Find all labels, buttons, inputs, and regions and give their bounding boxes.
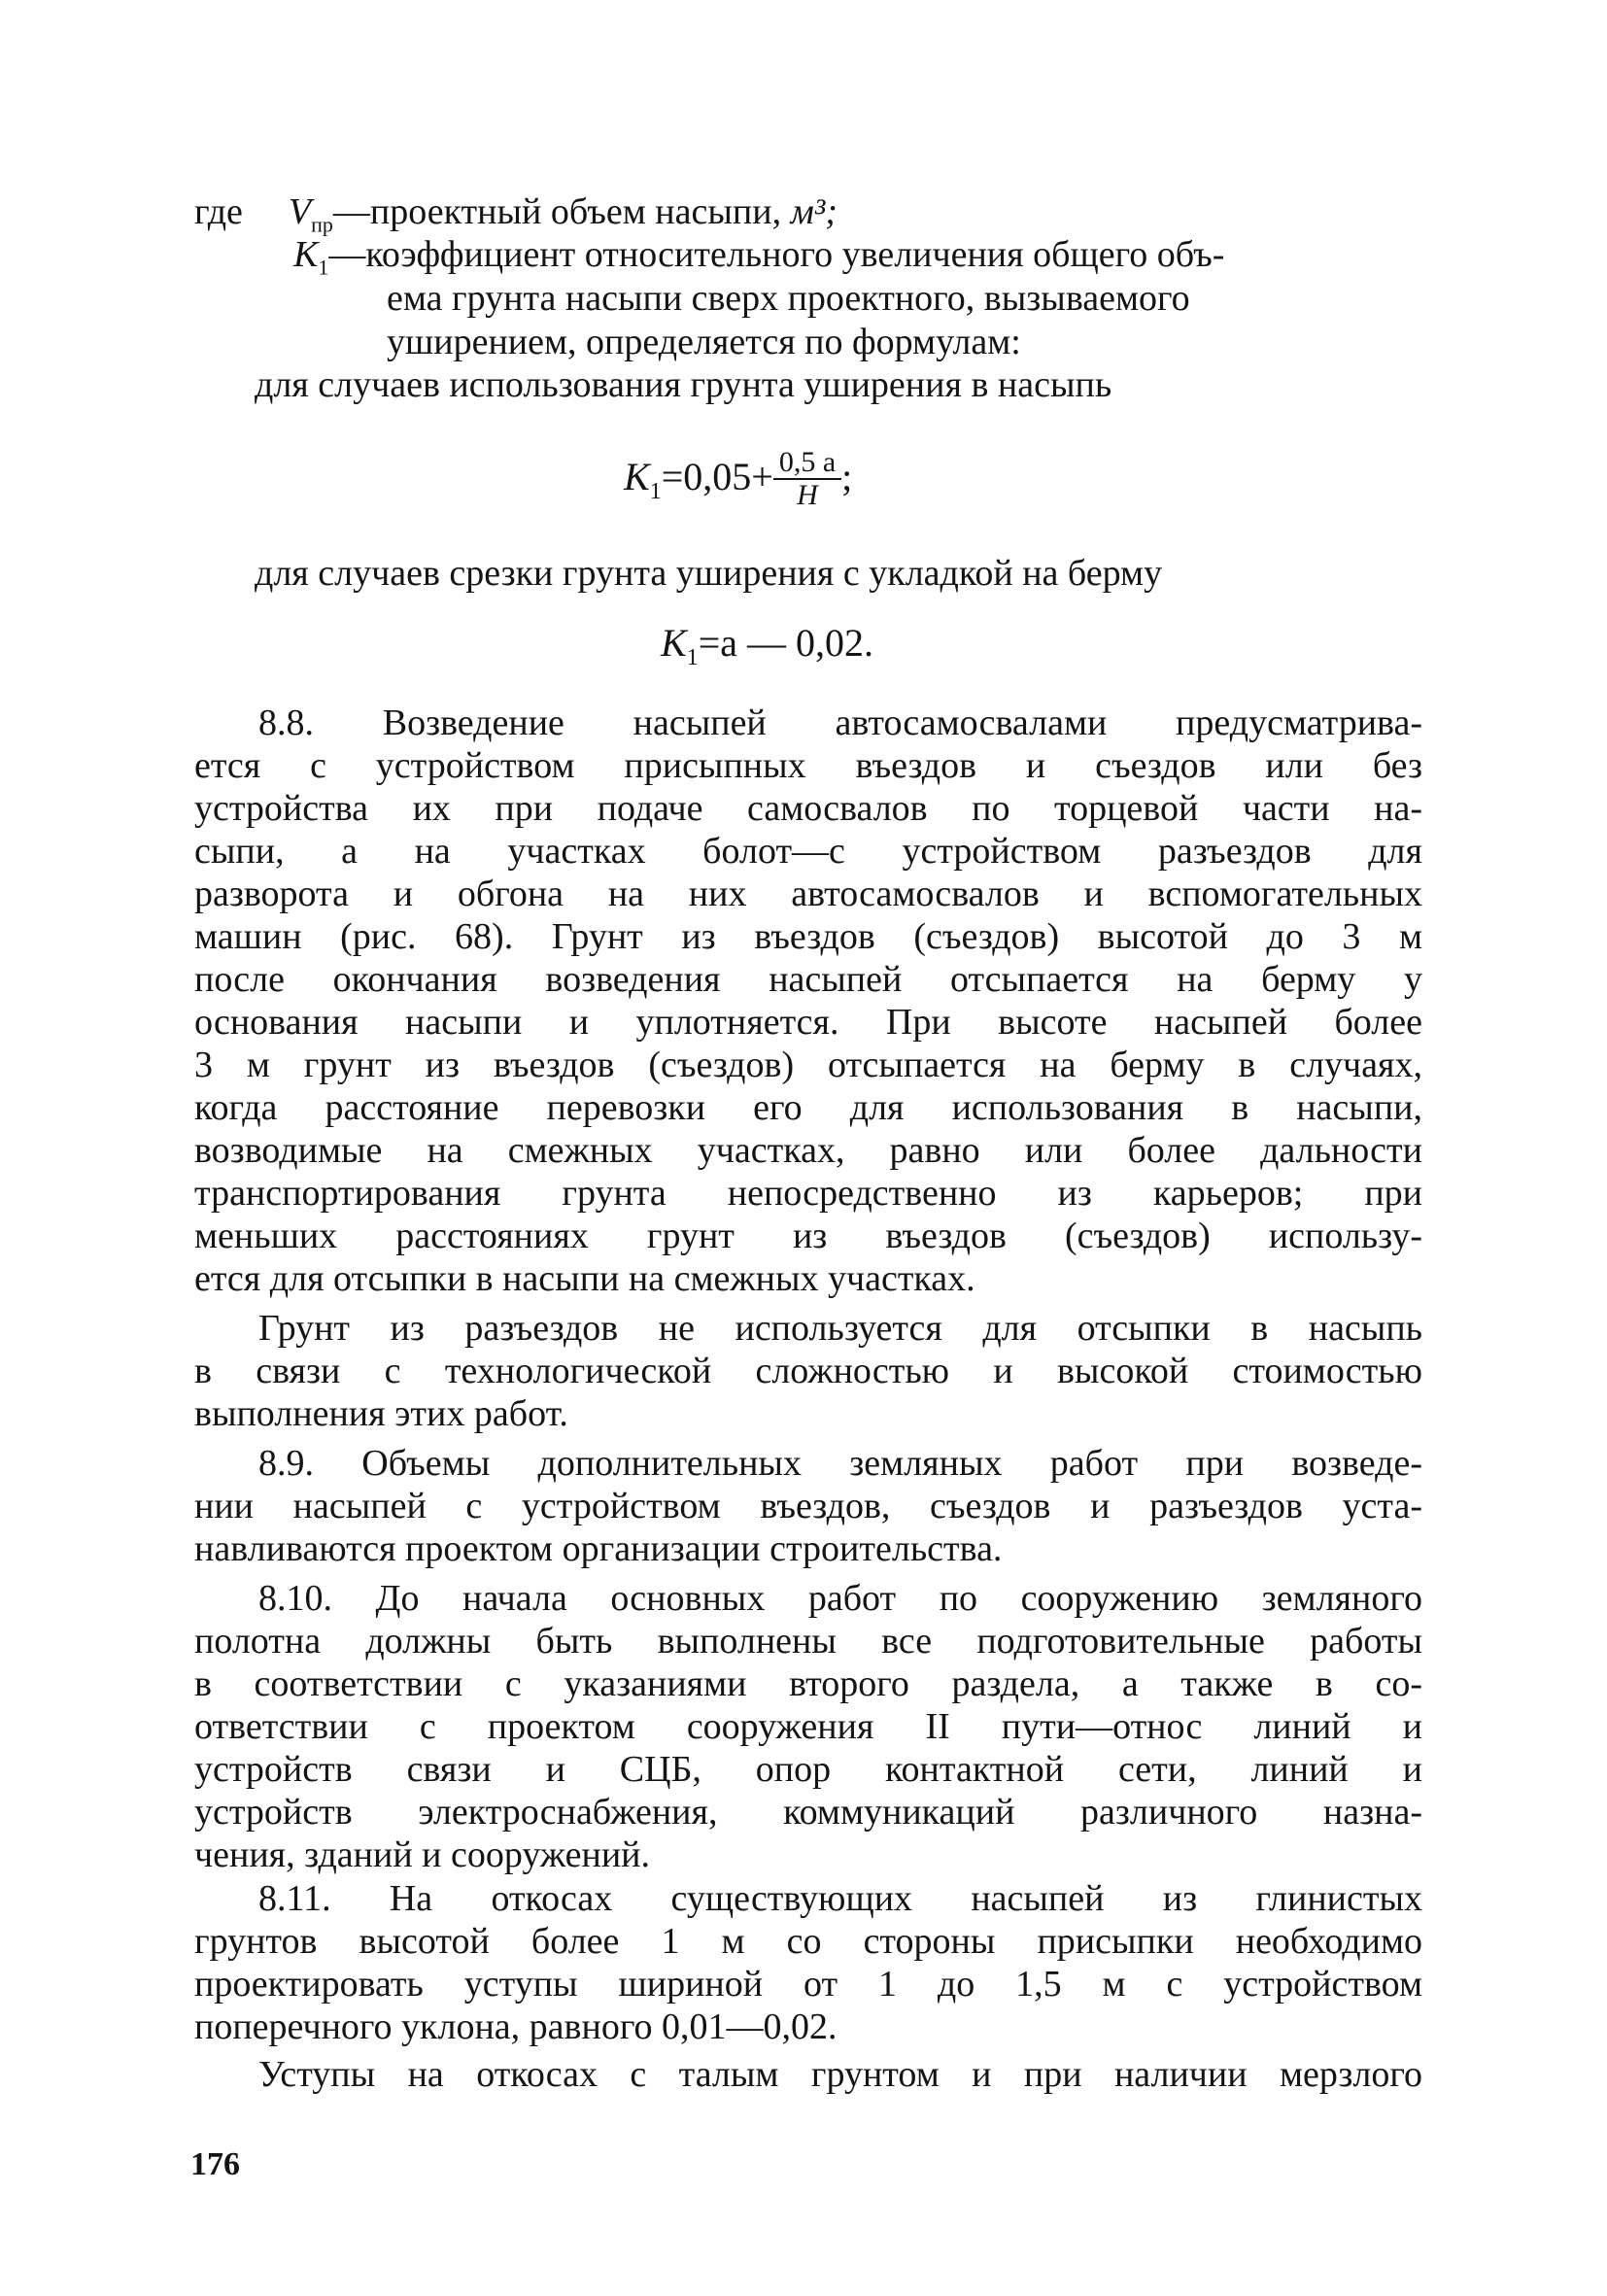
v-unit: м³;: [790, 191, 838, 232]
paragraph-line: ответствии с проектом сооружения II пути—относ линий и: [194, 1706, 1422, 1747]
case-1-text: для случаев использования грунта уширения в насыпь: [255, 364, 1112, 405]
k-definition-line-1: —коэффициент относительного увеличения общего объ-: [328, 234, 1225, 275]
k-subscript: 1: [318, 255, 329, 280]
formula-1-end: ;: [841, 455, 853, 499]
paragraph-line: 8.11. На откосах существующих насыпей из глинистых: [258, 1878, 1422, 1919]
where-word: где: [194, 191, 243, 232]
paragraph-line: когда расстояние перевозки его для использования в насыпи,: [194, 1087, 1422, 1128]
page-number: 176: [190, 2146, 240, 2182]
formula-1-lhs-symbol: K: [624, 455, 650, 499]
formula-2-rhs: =a — 0,02.: [698, 621, 873, 665]
v-symbol: V: [288, 191, 312, 232]
paragraph-line: устройств электроснабжения, коммуникаций различного назна-: [194, 1792, 1422, 1833]
paragraph-line: разворота и обгона на них автосамосвалов и вспомогательных: [194, 874, 1422, 914]
paragraph-line: ется для отсыпки в насыпи на смежных участках.: [194, 1258, 975, 1299]
definition-k-line-3: уширением, определяется по формулам:: [387, 322, 1021, 362]
paragraph-line: полотна должны быть выполнены все подготовительные работы: [194, 1621, 1422, 1662]
paragraph-line: Грунт из разъездов не используется для отсыпки в насыпь: [258, 1308, 1422, 1349]
paragraph-line: устройств связи и СЦБ, опор контактной сети, линий и: [194, 1749, 1422, 1790]
paragraph-line: 8.9. Объемы дополнительных земляных работ при возведе-: [258, 1443, 1422, 1484]
paragraph-line: выполнения этих работ.: [194, 1393, 568, 1434]
formula-1-lhs-subscript: 1: [649, 479, 662, 505]
paragraph-line: 8.8. Возведение насыпей автосамосвалами предусматрива-: [258, 703, 1422, 743]
formula-2-lhs-symbol: K: [661, 621, 687, 665]
formula-1: [624, 446, 853, 513]
paragraph-line: ется с устройством присыпных въездов и съездов или без: [194, 745, 1422, 786]
paragraph-line: после окончания возведения насыпей отсыпается на берму у: [194, 959, 1422, 1000]
formula-2: [661, 622, 873, 679]
case-2-text: для случаев срезки грунта уширения с укладкой на берму: [255, 553, 1163, 594]
formula-2-lhs-subscript: 1: [686, 645, 699, 670]
v-subscript: пр: [311, 212, 333, 237]
paragraph-line: чения, зданий и сооружений.: [194, 1834, 650, 1875]
paragraph-line: нии насыпей с устройством въездов, съездов и разъездов уста-: [194, 1486, 1422, 1526]
formula-1-denominator: H: [797, 479, 818, 511]
v-definition: —проектный объем насыпи,: [332, 191, 791, 232]
formula-1-fraction: [773, 447, 841, 511]
paragraph-line: в соответствии с указаниями второго раздела, а также в со-: [194, 1663, 1422, 1704]
paragraph-line: в связи с технологической сложностью и высокой стоимостью: [194, 1351, 1422, 1391]
paragraph-line: меньших расстояниях грунт из въездов (съездов) использу-: [194, 1216, 1422, 1256]
k-symbol: K: [293, 234, 319, 275]
definition-k-line-2: ема грунта насыпи сверх проектного, вызываемого: [387, 278, 1190, 319]
paragraph-line: основания насыпи и уплотняется. При высоте насыпей более: [194, 1002, 1422, 1043]
paragraph-line: возводимые на смежных участках, равно или более дальности: [194, 1130, 1422, 1171]
paragraph-line: проектировать уступы шириной от 1 до 1,5 м с устройством: [194, 1964, 1422, 2005]
paragraph-line: 3 м грунт из въездов (съездов) отсыпается на берму в случаях,: [194, 1045, 1422, 1085]
paragraph-line: грунтов высотой более 1 м со стороны присыпки необходимо: [194, 1921, 1422, 1962]
paragraph-line: навливаются проектом организации строительства.: [194, 1528, 1003, 1569]
paragraph-line: Уступы на откосах с талым грунтом и при наличии мерзлого: [258, 2054, 1422, 2095]
paragraph-line: сыпи, а на участках болот—с устройством разъездов для: [194, 831, 1422, 872]
formula-1-constant: =0,05+: [661, 455, 773, 499]
paragraph-line: 8.10. До начала основных работ по сооружению земляного: [258, 1578, 1422, 1619]
paragraph-line: устройства их при подаче самосвалов по торцевой части на-: [194, 788, 1422, 829]
paragraph-line: транспортирования грунта непосредственно из карьеров; при: [194, 1173, 1422, 1214]
paragraph-line: машин (рис. 68). Грунт из въездов (съездов) высотой до 3 м: [194, 916, 1422, 957]
paragraph-line: поперечного уклона, равного 0,01—0,02.: [194, 2006, 838, 2047]
formula-1-numerator: 0,5 a: [773, 447, 841, 480]
